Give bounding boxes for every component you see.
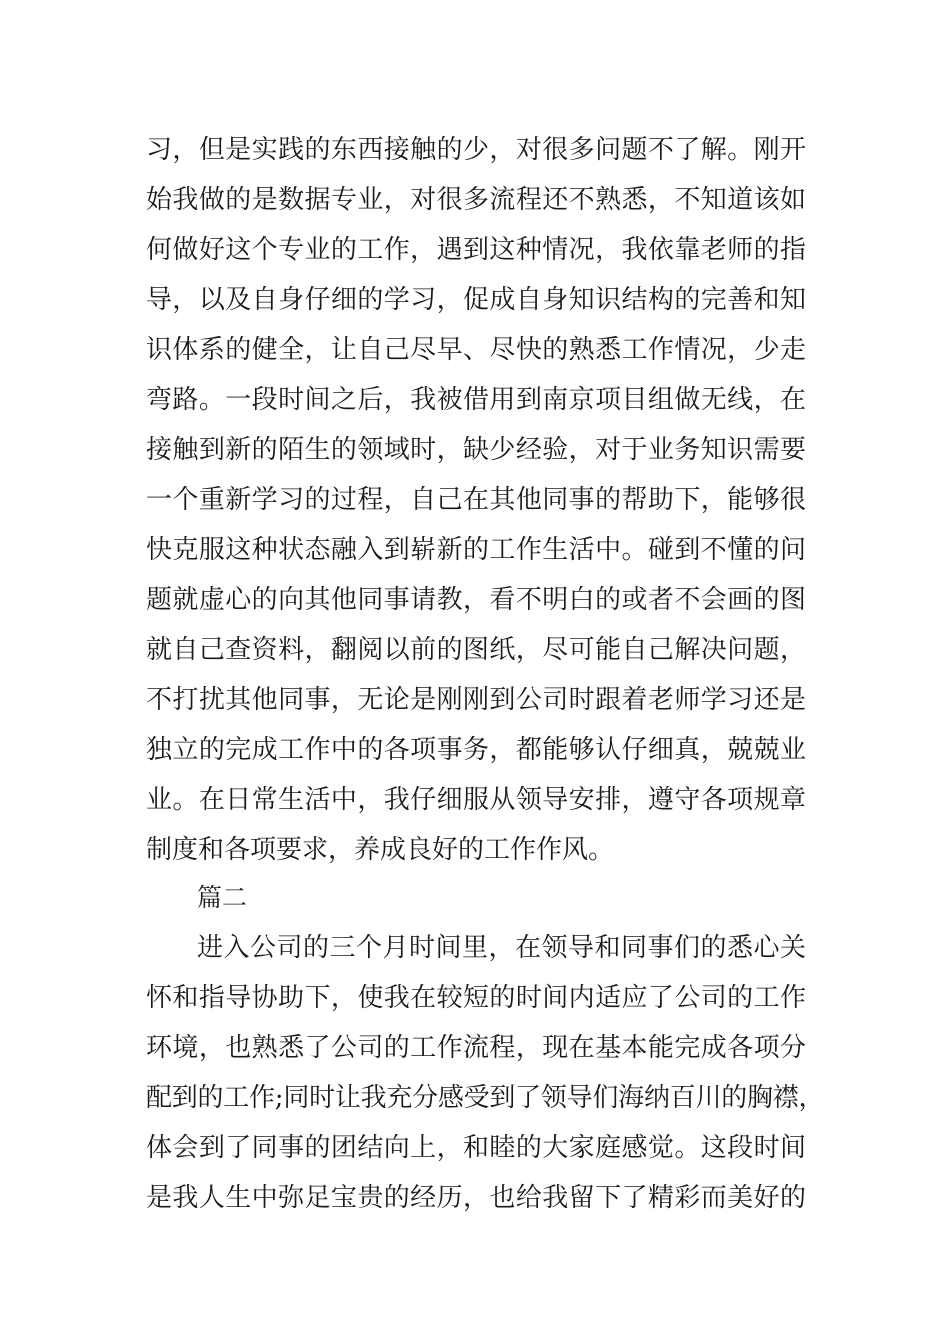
paragraph-line: 不打扰其他同事，无论是刚刚到公司时跟着老师学习还是 (146, 685, 806, 715)
paragraph-line-last: 制度和各项要求，养成良好的工作作风。 (146, 835, 615, 865)
paragraph-line: 弯路。一段时间之后，我被借用到南京项目组做无线，在 (146, 385, 806, 415)
paragraph-line: 题就虚心的向其他同事请教，看不明白的或者不会画的图 (146, 585, 806, 615)
paragraph-line: 就自己查资料，翻阅以前的图纸，尽可能自己解决问题， (146, 635, 806, 665)
paragraph-line: 导，以及自身仔细的学习，促成自身知识结构的完善和知 (146, 285, 806, 315)
paragraph-line: 何做好这个专业的工作，遇到这种情况，我依靠老师的指 (146, 235, 806, 265)
paragraph-line: 习，但是实践的东西接触的少，对很多问题不了解。刚开 (146, 135, 806, 165)
paragraph-line: 体会到了同事的团结向上，和睦的大家庭感觉。这段时间 (146, 1133, 806, 1163)
paragraph-line: 怀和指导协助下，使我在较短的时间内适应了公司的工作 (146, 983, 806, 1013)
paragraph-line: 始我做的是数据专业，对很多流程还不熟悉，不知道该如 (146, 185, 806, 215)
paragraph-line: 快克服这种状态融入到崭新的工作生活中。碰到不懂的问 (146, 535, 806, 565)
paragraph-line: 一个重新学习的过程，自己在其他同事的帮助下，能够很 (146, 485, 806, 515)
paragraph-line: 是我人生中弥足宝贵的经历，也给我留下了精彩而美好的 (146, 1183, 806, 1213)
paragraph-line-first: 进入公司的三个月时间里，在领导和同事们的悉心关 (197, 933, 806, 963)
paragraph-line: 配到的工作;同时让我充分感受到了领导们海纳百川的胸襟， (146, 1083, 824, 1113)
paragraph-line: 识体系的健全，让自己尽早、尽快的熟悉工作情况，少走 (146, 335, 806, 365)
paragraph-line: 独立的完成工作中的各项事务，都能够认仔细真，兢兢业 (146, 735, 806, 765)
section-heading: 篇二 (197, 883, 248, 912)
paragraph-line: 环境，也熟悉了公司的工作流程，现在基本能完成各项分 (146, 1033, 806, 1063)
paragraph-line: 接触到新的陌生的领域时，缺少经验，对于业务知识需要 (146, 435, 806, 465)
paragraph-line: 业。在日常生活中，我仔细服从领导安排，遵守各项规章 (146, 785, 806, 815)
